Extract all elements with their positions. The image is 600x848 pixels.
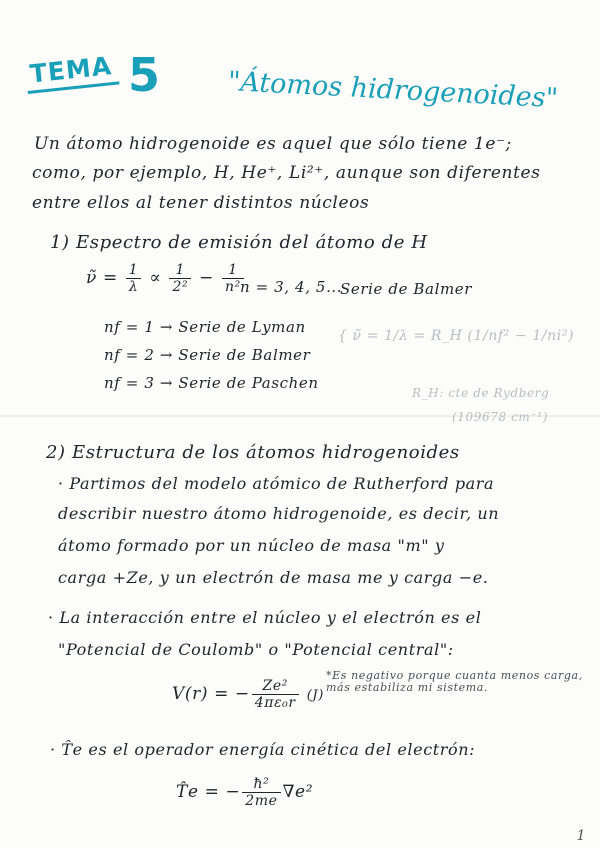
intro-line-3: entre ellos al tener distintos núcleos <box>32 193 370 213</box>
wavenumber-symbol: ν̃ = <box>86 268 124 288</box>
faint-rydberg-value: (109678 cm⁻¹) <box>452 410 549 424</box>
fraction-1-over-lambda: $\frac{1}{\lambda}$ <box>126 262 142 295</box>
kinetic-energy-formula <box>176 776 313 809</box>
tema-label: TEMA <box>24 51 119 94</box>
faint-rydberg-formula: { ν̃ = 1/λ = R_H (1/nf² − 1/ni²) <box>338 328 575 344</box>
paragraph-1-line-4: carga +Ze, y un electrón de masa me y carga −e. <box>58 568 489 587</box>
paragraph-3: · T̂e es el operador energía cinética del electrón: <box>50 740 476 759</box>
kinetic-lhs: T̂e = − <box>176 782 241 802</box>
coulomb-potential-formula <box>172 678 324 711</box>
potential-unit: (J) <box>306 688 324 703</box>
laplacian-symbol: ∇e² <box>282 782 314 802</box>
paragraph-1-line-1: · Partimos del modelo atómico de Rutherford para <box>58 474 495 493</box>
paragraph-2-line-2: "Potencial de Coulomb" o "Potencial central": <box>58 640 454 659</box>
fraction-1-over-2sq: $\frac{1}{\text{2²}}$ <box>169 262 191 295</box>
series-paschen: nf = 3 → Serie de Paschen <box>104 374 319 392</box>
section-1-heading: 1) Espectro de emisión del átomo de H <box>50 232 428 253</box>
paragraph-1-line-3: átomo formado por un núcleo de masa "m" y <box>58 536 445 555</box>
potential-sign-note: *Es negativo porque cuanta menos carga, más estabiliza mi sistema. <box>326 669 583 694</box>
faint-rydberg-constant: R_H: cte de Rydberg <box>412 386 550 400</box>
series-balmer: nf = 2 → Serie de Balmer <box>104 346 311 364</box>
series-lyman: nf = 1 → Serie de Lyman <box>104 318 306 336</box>
proportional-symbol: ∝ <box>143 268 168 288</box>
paragraph-1-line-2: describir nuestro átomo hidrogenoide, es decir, un <box>58 504 500 523</box>
potential-fraction: $\frac{\text{Ze²}}{\text{4πε₀r}}$ <box>252 678 299 711</box>
tema-number: 5 <box>128 48 161 102</box>
rydberg-formula <box>86 262 246 295</box>
paragraph-2-line-1: · La interacción entre el núcleo y el electrón es el <box>48 608 482 627</box>
series-name-balmer: Serie de Balmer <box>340 280 473 298</box>
section-2-heading: 2) Estructura de los átomos hidrogenoides <box>46 442 460 463</box>
intro-line-2: como, por ejemplo, H, He⁺, Li²⁺, aunque son diferentes <box>32 163 541 183</box>
minus-sign: − <box>193 268 221 288</box>
fraction-1-over-nsq: $\frac{1}{\text{n²}}$ <box>222 262 244 295</box>
n-values: n = 3, 4, 5... <box>240 278 343 296</box>
kinetic-fraction: $\frac{\text{ħ²}}{2me}$ <box>242 776 280 809</box>
page-title: "Átomos hidrogenoides" <box>227 66 559 115</box>
intro-line-1: Un átomo hidrogenoide es aquel que sólo tiene 1e⁻; <box>34 134 512 154</box>
potential-lhs: V(r) = − <box>172 684 250 704</box>
page-number: 1 <box>576 828 586 844</box>
